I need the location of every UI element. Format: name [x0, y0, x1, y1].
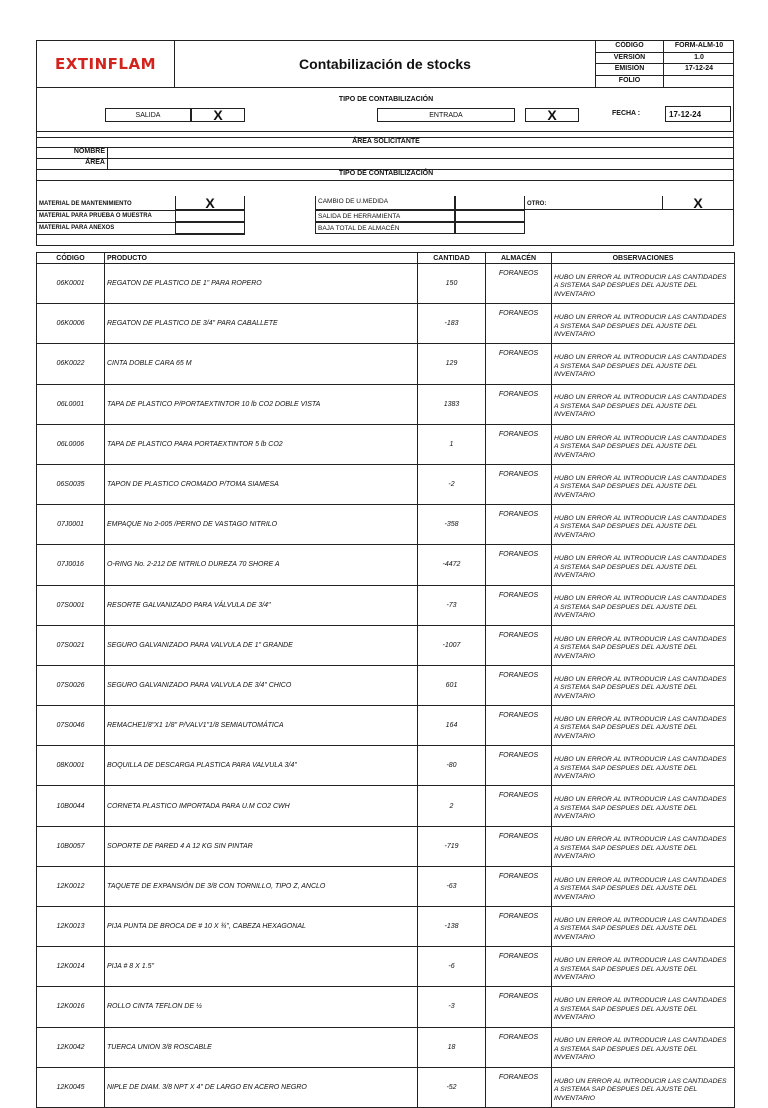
- cambio-medida-checkbox[interactable]: [455, 196, 525, 210]
- otro-label: OTRO:: [527, 201, 547, 207]
- table-row[interactable]: [37, 987, 735, 1027]
- cell-codigo: 07S0001: [37, 585, 105, 625]
- cell-observaciones: HUBO UN ERROR AL INTRODUCIR LAS CANTIDADES A SISTEMA SAP DESPUES DEL AJUSTE DEL INVENTARIO: [552, 384, 735, 424]
- cell-cantidad: 1383: [418, 384, 486, 424]
- cell-cantidad: -80: [418, 746, 486, 786]
- cell-almacen: FORANEOS: [486, 545, 552, 585]
- cell-producto: TAQUETE DE EXPANSIÓN DE 3/8 CON TORNILLO, TIPO Z, ANCLO: [105, 866, 418, 906]
- baja-total-label: BAJA TOTAL DE ALMACÉN: [315, 222, 455, 234]
- cell-observaciones: HUBO UN ERROR AL INTRODUCIR LAS CANTIDADES A SISTEMA SAP DESPUES DEL AJUSTE DEL INVENTARIO: [552, 1067, 735, 1107]
- cell-producto: ROLLO CINTA TEFLON DE ½: [105, 987, 418, 1027]
- cell-producto: TUERCA UNION 3/8 ROSCABLE: [105, 1027, 418, 1067]
- cell-producto: REMACHE1/8"X1 1/8" P/VALV1"1/8 SEMIAUTOMÁTICA: [105, 706, 418, 746]
- material-mantenimiento-label: MATERIAL DE MANTENIMIENTO: [39, 201, 132, 207]
- cell-codigo: 06L0001: [37, 384, 105, 424]
- table-row[interactable]: [37, 1027, 735, 1067]
- col-codigo: CÓDIGO: [37, 253, 105, 264]
- cell-cantidad: -358: [418, 505, 486, 545]
- cell-almacen: FORANEOS: [486, 866, 552, 906]
- cell-cantidad: 601: [418, 665, 486, 705]
- stock-table: [36, 252, 735, 1108]
- cell-almacen: FORANEOS: [486, 826, 552, 866]
- cell-observaciones: HUBO UN ERROR AL INTRODUCIR LAS CANTIDADES A SISTEMA SAP DESPUES DEL AJUSTE DEL INVENTARIO: [552, 746, 735, 786]
- table-row[interactable]: [37, 505, 735, 545]
- cell-observaciones: HUBO UN ERROR AL INTRODUCIR LAS CANTIDADES A SISTEMA SAP DESPUES DEL AJUSTE DEL INVENTARIO: [552, 987, 735, 1027]
- logo-text: EXTINFLAM: [54, 55, 157, 73]
- col-cantidad: CANTIDAD: [418, 253, 486, 264]
- cell-producto: SEGURO GALVANIZADO PARA VALVULA DE 1" GRANDE: [105, 625, 418, 665]
- cell-observaciones: HUBO UN ERROR AL INTRODUCIR LAS CANTIDADES A SISTEMA SAP DESPUES DEL AJUSTE DEL INVENTARIO: [552, 585, 735, 625]
- cell-observaciones: HUBO UN ERROR AL INTRODUCIR LAS CANTIDADES A SISTEMA SAP DESPUES DEL AJUSTE DEL INVENTARIO: [552, 907, 735, 947]
- cell-codigo: 12K0016: [37, 987, 105, 1027]
- table-row[interactable]: [37, 344, 735, 384]
- cell-codigo: 06K0006: [37, 304, 105, 344]
- cell-almacen: FORANEOS: [486, 344, 552, 384]
- cell-producto: O-RING No. 2-212 DE NITRILO DUREZA 70 SHORE A: [105, 545, 418, 585]
- cell-producto: TAPA DE PLASTICO PARA PORTAEXTINTOR 5 lb CO2: [105, 424, 418, 464]
- cell-codigo: 12K0042: [37, 1027, 105, 1067]
- fecha-label: FECHA :: [612, 110, 641, 117]
- table-row[interactable]: [37, 264, 735, 304]
- cell-producto: SOPORTE DE PARED 4 A 12 KG SIN PINTAR: [105, 826, 418, 866]
- cell-codigo: 06S0035: [37, 464, 105, 504]
- cell-producto: CORNETA PLASTICO IMPORTADA PARA U.M CO2 CWH: [105, 786, 418, 826]
- table-header-row: [37, 253, 735, 264]
- entrada-label: ENTRADA: [377, 108, 515, 122]
- cell-codigo: 12K0045: [37, 1067, 105, 1107]
- col-almacen: ALMACÉN: [486, 253, 552, 264]
- cell-codigo: 06L0006: [37, 424, 105, 464]
- material-prueba-label: MATERIAL PARA PRUEBA O MUESTRA: [39, 213, 152, 219]
- cell-almacen: FORANEOS: [486, 424, 552, 464]
- material-type-section: [36, 196, 734, 246]
- cell-cantidad: -3: [418, 987, 486, 1027]
- cell-cantidad: 2: [418, 786, 486, 826]
- cell-almacen: FORANEOS: [486, 505, 552, 545]
- cell-codigo: 07S0026: [37, 665, 105, 705]
- cell-codigo: 10B0057: [37, 826, 105, 866]
- table-row[interactable]: [37, 464, 735, 504]
- cell-observaciones: HUBO UN ERROR AL INTRODUCIR LAS CANTIDADES A SISTEMA SAP DESPUES DEL AJUSTE DEL INVENTARIO: [552, 1027, 735, 1067]
- cell-codigo: 06K0022: [37, 344, 105, 384]
- cell-cantidad: -2: [418, 464, 486, 504]
- area-label: ÁREA: [85, 159, 105, 166]
- table-row[interactable]: [37, 625, 735, 665]
- cell-observaciones: HUBO UN ERROR AL INTRODUCIR LAS CANTIDADES A SISTEMA SAP DESPUES DEL AJUSTE DEL INVENTARIO: [552, 505, 735, 545]
- cell-observaciones: HUBO UN ERROR AL INTRODUCIR LAS CANTIDADES A SISTEMA SAP DESPUES DEL AJUSTE DEL INVENTARIO: [552, 866, 735, 906]
- cell-codigo: 07S0046: [37, 706, 105, 746]
- cell-cantidad: -4472: [418, 545, 486, 585]
- cell-cantidad: -52: [418, 1067, 486, 1107]
- cell-almacen: FORANEOS: [486, 1067, 552, 1107]
- table-row[interactable]: [37, 545, 735, 585]
- cell-cantidad: 129: [418, 344, 486, 384]
- col-observaciones: OBSERVACIONES: [552, 253, 735, 264]
- cell-cantidad: -138: [418, 907, 486, 947]
- cell-cantidad: -183: [418, 304, 486, 344]
- cell-codigo: 10B0044: [37, 786, 105, 826]
- cell-observaciones: HUBO UN ERROR AL INTRODUCIR LAS CANTIDADES A SISTEMA SAP DESPUES DEL AJUSTE DEL INVENTARIO: [552, 625, 735, 665]
- material-anexos-checkbox[interactable]: [175, 222, 245, 234]
- salida-herramienta-label: SALIDA DE HERRAMIENTA: [315, 210, 455, 222]
- meta-value: 17-12-24: [684, 65, 714, 72]
- table-row[interactable]: [37, 947, 735, 987]
- cell-almacen: FORANEOS: [486, 665, 552, 705]
- entrada-checkbox[interactable]: X: [525, 108, 579, 122]
- table-row[interactable]: [37, 665, 735, 705]
- cell-codigo: 12K0012: [37, 866, 105, 906]
- salida-herramienta-checkbox[interactable]: [455, 210, 525, 222]
- material-anexos-label: MATERIAL PARA ANEXOS: [39, 225, 115, 231]
- company-logo: [37, 41, 175, 87]
- cell-almacen: FORANEOS: [486, 746, 552, 786]
- cell-almacen: FORANEOS: [486, 987, 552, 1027]
- table-row[interactable]: [37, 585, 735, 625]
- nombre-label: NOMBRE: [73, 148, 105, 155]
- cell-observaciones: HUBO UN ERROR AL INTRODUCIR LAS CANTIDADES A SISTEMA SAP DESPUES DEL AJUSTE DEL INVENTARIO: [552, 706, 735, 746]
- cell-codigo: 12K0013: [37, 907, 105, 947]
- table-row[interactable]: [37, 907, 735, 947]
- meta-value[interactable]: [664, 76, 734, 88]
- cell-cantidad: -1007: [418, 625, 486, 665]
- cell-codigo: 07S0021: [37, 625, 105, 665]
- table-row[interactable]: [37, 384, 735, 424]
- meta-row-version: [596, 53, 734, 65]
- page-title: Contabilización de stocks: [299, 56, 471, 72]
- cell-codigo: 08K0001: [37, 746, 105, 786]
- cell-almacen: FORANEOS: [486, 1027, 552, 1067]
- cell-observaciones: HUBO UN ERROR AL INTRODUCIR LAS CANTIDADES A SISTEMA SAP DESPUES DEL AJUSTE DEL INVENTARIO: [552, 665, 735, 705]
- area-solicitante-section: [36, 132, 734, 196]
- cell-observaciones: HUBO UN ERROR AL INTRODUCIR LAS CANTIDADES A SISTEMA SAP DESPUES DEL AJUSTE DEL INVENTARIO: [552, 264, 735, 304]
- meta-value: 1.0: [694, 53, 704, 61]
- meta-key: FOLIO: [596, 76, 664, 88]
- cell-almacen: FORANEOS: [486, 304, 552, 344]
- cell-almacen: FORANEOS: [486, 947, 552, 987]
- cell-almacen: FORANEOS: [486, 907, 552, 947]
- cell-observaciones: HUBO UN ERROR AL INTRODUCIR LAS CANTIDADES A SISTEMA SAP DESPUES DEL AJUSTE DEL INVENTARIO: [552, 304, 735, 344]
- cell-codigo: 07J0001: [37, 505, 105, 545]
- cell-producto: TAPON DE PLASTICO CROMADO P/TOMA SIAMESA: [105, 464, 418, 504]
- table-row[interactable]: [37, 706, 735, 746]
- cell-cantidad: 18: [418, 1027, 486, 1067]
- meta-value: FORM-ALM-10: [674, 42, 724, 49]
- cell-observaciones: HUBO UN ERROR AL INTRODUCIR LAS CANTIDADES A SISTEMA SAP DESPUES DEL AJUSTE DEL INVENTARIO: [552, 344, 735, 384]
- form-header: [36, 40, 734, 88]
- cell-producto: NIPLE DE DIAM. 3/8 NPT X 4" DE LARGO EN ACERO NEGRO: [105, 1067, 418, 1107]
- fecha-field[interactable]: 17-12-24: [665, 106, 731, 122]
- nombre-field[interactable]: [107, 147, 733, 158]
- cell-producto: CINTA DOBLE CARA 65 M: [105, 344, 418, 384]
- cell-cantidad: -719: [418, 826, 486, 866]
- cell-almacen: FORANEOS: [486, 384, 552, 424]
- cell-observaciones: HUBO UN ERROR AL INTRODUCIR LAS CANTIDADES A SISTEMA SAP DESPUES DEL AJUSTE DEL INVENTARIO: [552, 826, 735, 866]
- cell-observaciones: HUBO UN ERROR AL INTRODUCIR LAS CANTIDADES A SISTEMA SAP DESPUES DEL AJUSTE DEL INVENTARIO: [552, 786, 735, 826]
- cell-codigo: 07J0016: [37, 545, 105, 585]
- table-row[interactable]: [37, 866, 735, 906]
- cell-almacen: FORANEOS: [486, 585, 552, 625]
- cell-almacen: FORANEOS: [486, 706, 552, 746]
- meta-key: EMISIÓN: [596, 64, 664, 75]
- cell-almacen: FORANEOS: [486, 786, 552, 826]
- salida-label: SALIDA: [105, 108, 191, 122]
- form-meta-table: [595, 41, 733, 87]
- otro-field[interactable]: [525, 196, 663, 210]
- cell-cantidad: 164: [418, 706, 486, 746]
- salida-checkbox[interactable]: X: [191, 108, 245, 122]
- baja-total-checkbox[interactable]: [455, 222, 525, 234]
- cell-codigo: 12K0014: [37, 947, 105, 987]
- table-row[interactable]: [37, 304, 735, 344]
- cell-producto: TAPA DE PLASTICO P/PORTAEXTINTOR 10 lb CO2 DOBLE VISTA: [105, 384, 418, 424]
- otro-checkbox[interactable]: X: [663, 196, 733, 210]
- meta-row-folio: [596, 76, 734, 88]
- cell-producto: SEGURO GALVANIZADO PARA VALVULA DE 3/4" CHICO: [105, 665, 418, 705]
- cell-producto: BOQUILLA DE DESCARGA PLASTICA PARA VALVULA 3/4": [105, 746, 418, 786]
- meta-row-emision: [596, 64, 734, 76]
- cell-cantidad: -6: [418, 947, 486, 987]
- cell-almacen: FORANEOS: [486, 625, 552, 665]
- tipo-contabilizacion-section: [36, 88, 734, 132]
- meta-key: CÓDIGO: [596, 41, 664, 52]
- cell-cantidad: 150: [418, 264, 486, 304]
- table-body: [37, 264, 735, 1108]
- material-prueba-checkbox[interactable]: [175, 210, 245, 222]
- cell-observaciones: HUBO UN ERROR AL INTRODUCIR LAS CANTIDADES A SISTEMA SAP DESPUES DEL AJUSTE DEL INVENTARIO: [552, 545, 735, 585]
- area-field[interactable]: [107, 158, 733, 169]
- cell-producto: EMPAQUE No 2-005 /PERNO DE VASTAGO NITRILO: [105, 505, 418, 545]
- cell-almacen: FORANEOS: [486, 464, 552, 504]
- meta-key: VERSIÓN: [596, 53, 664, 64]
- cell-producto: REGATON DE PLASTICO DE 3/4" PARA CABALLETE: [105, 304, 418, 344]
- cell-cantidad: -73: [418, 585, 486, 625]
- table-row[interactable]: [37, 1067, 735, 1107]
- table-row[interactable]: [37, 746, 735, 786]
- area-caption: ÁREA SOLICITANTE: [352, 138, 420, 145]
- cell-producto: RESORTE GALVANIZADO PARA VÁLVULA DE 3/4": [105, 585, 418, 625]
- tipo-caption-2: TIPO DE CONTABILIZACIÓN: [338, 170, 434, 177]
- cell-producto: PIJA # 8 X 1.5": [105, 947, 418, 987]
- meta-row-codigo: [596, 41, 734, 53]
- cambio-medida-label: CAMBIO DE U.MEDIDA: [315, 196, 455, 210]
- cell-observaciones: HUBO UN ERROR AL INTRODUCIR LAS CANTIDADES A SISTEMA SAP DESPUES DEL AJUSTE DEL INVENTARIO: [552, 424, 735, 464]
- cell-cantidad: -63: [418, 866, 486, 906]
- material-mantenimiento-checkbox[interactable]: X: [175, 196, 245, 210]
- table-row[interactable]: [37, 424, 735, 464]
- cell-producto: PIJA PUNTA DE BROCA DE # 10 X ¾", CABEZA HEXAGONAL: [105, 907, 418, 947]
- table-row[interactable]: [37, 826, 735, 866]
- table-row[interactable]: [37, 786, 735, 826]
- cell-almacen: FORANEOS: [486, 264, 552, 304]
- tipo-caption: TIPO DE CONTABILIZACIÓN: [338, 96, 434, 103]
- cell-producto: REGATON DE PLASTICO DE 1" PARA ROPERO: [105, 264, 418, 304]
- cell-codigo: 06K0001: [37, 264, 105, 304]
- cell-observaciones: HUBO UN ERROR AL INTRODUCIR LAS CANTIDADES A SISTEMA SAP DESPUES DEL AJUSTE DEL INVENTARIO: [552, 947, 735, 987]
- cell-cantidad: 1: [418, 424, 486, 464]
- cell-observaciones: HUBO UN ERROR AL INTRODUCIR LAS CANTIDADES A SISTEMA SAP DESPUES DEL AJUSTE DEL INVENTARIO: [552, 464, 735, 504]
- col-producto: PRODUCTO: [105, 253, 418, 264]
